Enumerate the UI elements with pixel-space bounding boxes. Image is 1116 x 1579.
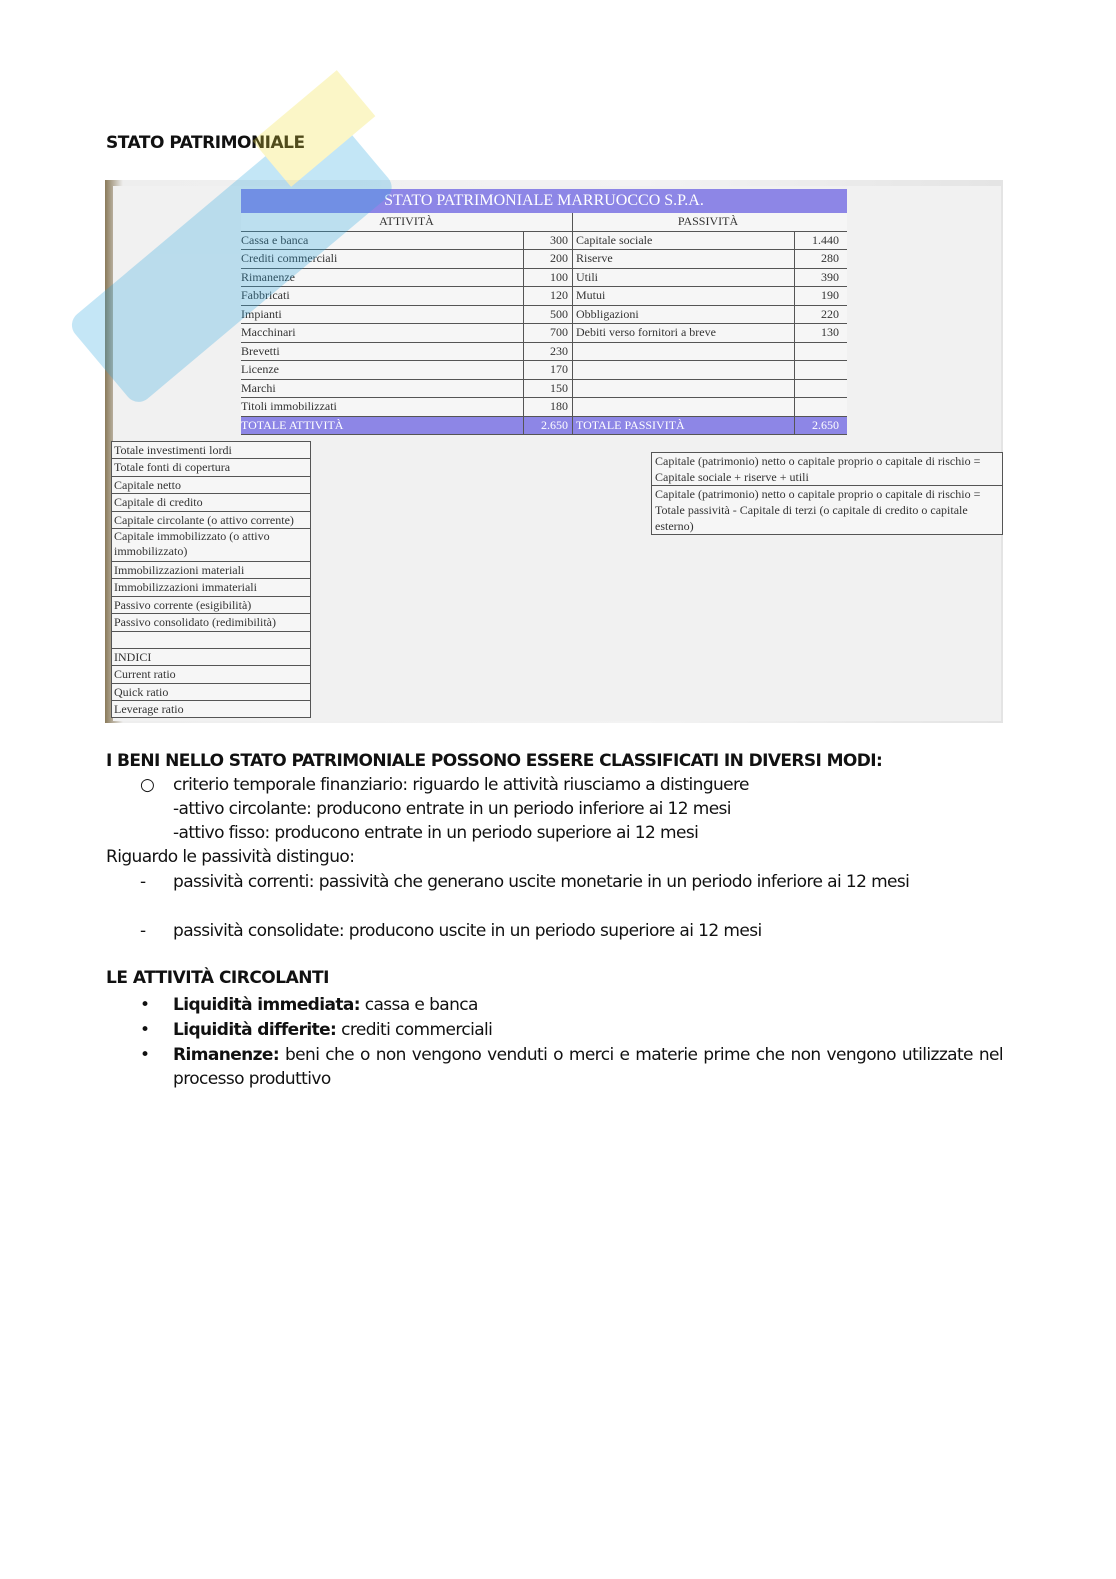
balance-sheet-table xyxy=(241,189,847,435)
total-attivita-value: 2.650 xyxy=(524,417,573,435)
bullet-liquidita-immediata xyxy=(173,993,478,1017)
liability-name xyxy=(573,361,795,379)
dash-icon: - xyxy=(140,872,146,892)
bullet-label: Liquidità immediata: xyxy=(173,995,360,1015)
liability-value: 190 xyxy=(821,288,839,302)
liability-name xyxy=(573,398,795,416)
liability-name: Utili xyxy=(573,269,795,287)
formula-row: Capitale (patrimonio) netto o capitale proprio o capitale di rischio = Capitale sociale + riserve + utili xyxy=(651,453,1003,486)
table-row xyxy=(241,250,847,269)
liability-value: 130 xyxy=(821,325,839,339)
table-row xyxy=(241,232,847,251)
bullet-circle-icon: ○ xyxy=(140,775,155,795)
asset-name: Impianti xyxy=(241,306,524,324)
indicator-row: Passivo consolidato (redimibilità) xyxy=(111,614,311,631)
asset-name: Marchi xyxy=(241,380,524,398)
liability-name: Debiti verso fornitori a breve xyxy=(573,324,795,342)
bullet-dot-icon: • xyxy=(140,1045,150,1065)
asset-value: 300 xyxy=(524,232,573,250)
total-attivita-label: TOTALE ATTIVITÀ xyxy=(241,417,524,435)
liability-value xyxy=(795,343,843,361)
bullet-text: cassa e banca xyxy=(359,995,478,1015)
equity-formula-box xyxy=(651,452,1003,535)
passivita-correnti-text: passività correnti: passività che generano uscite monetarie in un periodo inferiore ai 12 mesi xyxy=(173,872,910,892)
table-row xyxy=(241,361,847,380)
indicator-row: Capitale netto xyxy=(111,477,311,494)
criterio-text: criterio temporale finanziario: riguardo le attività riusciamo a distinguere xyxy=(173,775,749,795)
attivo-circolante-text: -attivo circolante: producono entrate in un periodo inferiore ai 12 mesi xyxy=(173,799,731,819)
intro-text: I BENI NELLO STATO PATRIMONIALE POSSONO ESSERE CLASSIFICATI IN DIVERSI MODI: xyxy=(106,751,883,771)
bullet-liquidita-differite xyxy=(173,1018,492,1042)
indicator-row: Immobilizzazioni immateriali xyxy=(111,579,311,596)
indicators-list xyxy=(111,441,311,718)
formula-row: Capitale (patrimonio) netto o capitale proprio o capitale di rischio = Totale passività - Capitale di terzi (o capitale di credito o capitale esterno) xyxy=(651,486,1003,535)
liability-value: 390 xyxy=(821,269,839,284)
liability-value xyxy=(795,398,843,416)
indicator-row: Totale investimenti lordi xyxy=(111,442,311,459)
asset-value: 500 xyxy=(524,306,573,324)
totals-row xyxy=(241,417,847,436)
section-heading-2: LE ATTIVITÀ CIRCOLANTI xyxy=(106,968,329,988)
table-row xyxy=(241,306,847,325)
liability-value: 280 xyxy=(821,251,839,265)
attivo-fisso-text: -attivo fisso: producono entrate in un periodo superiore ai 12 mesi xyxy=(173,823,699,843)
liability-value xyxy=(795,380,843,398)
indicator-row: Current ratio xyxy=(111,666,311,683)
indicator-row: Capitale di credito xyxy=(111,494,311,511)
indicator-row: Leverage ratio xyxy=(111,701,311,718)
indicator-row: Immobilizzazioni materiali xyxy=(111,562,311,579)
asset-value: 180 xyxy=(524,398,573,416)
bullet-rimanenze xyxy=(173,1043,1003,1091)
asset-name: Crediti commerciali xyxy=(241,250,524,268)
table-row xyxy=(241,287,847,306)
asset-value: 170 xyxy=(524,361,573,379)
liability-name: Obbligazioni xyxy=(573,306,795,324)
asset-name: Brevetti xyxy=(241,343,524,361)
header-passivita: PASSIVITÀ xyxy=(677,214,739,228)
indicator-row: Capitale circolante (o attivo corrente) xyxy=(111,512,311,529)
liability-value: 1.440 xyxy=(812,232,839,247)
bullet-text: crediti commerciali xyxy=(336,1020,493,1040)
indicator-row: Totale fonti di copertura xyxy=(111,459,311,476)
bullet-text: beni che o non vengono venduti o merci e materie prime che non vengono utilizzate nel processo produttivo xyxy=(173,1045,1003,1089)
indicator-row xyxy=(111,632,311,649)
asset-name: Licenze xyxy=(241,361,524,379)
liability-name xyxy=(573,343,795,361)
projection-board xyxy=(113,186,1001,721)
liability-name: Mutui xyxy=(573,287,795,305)
dash-icon: - xyxy=(140,921,146,941)
asset-name: Cassa e banca xyxy=(241,232,524,250)
indicator-row: INDICI xyxy=(111,649,311,666)
asset-value: 700 xyxy=(524,324,573,342)
asset-name: Macchinari xyxy=(241,324,524,342)
bullet-dot-icon: • xyxy=(140,1020,150,1040)
section-heading: STATO PATRIMONIALE xyxy=(106,133,305,153)
total-passivita-value: 2.650 xyxy=(812,417,839,432)
asset-value: 120 xyxy=(524,287,573,305)
asset-name: Rimanenze xyxy=(241,269,524,287)
asset-name: Fabbricati xyxy=(241,287,524,305)
asset-value: 150 xyxy=(524,380,573,398)
asset-name: Titoli immobilizzati xyxy=(241,398,524,416)
table-row xyxy=(241,324,847,343)
bullet-label: Rimanenze: xyxy=(173,1045,280,1065)
table-row xyxy=(241,269,847,288)
liability-value xyxy=(795,361,843,379)
total-passivita-label: TOTALE PASSIVITÀ xyxy=(573,417,795,435)
passivita-consolidate-text: passività consolidate: producono uscite in un periodo superiore ai 12 mesi xyxy=(173,921,762,941)
table-row xyxy=(241,380,847,399)
balance-sheet-photo xyxy=(105,180,1003,723)
indicator-row: Passivo corrente (esigibilità) xyxy=(111,597,311,614)
liability-name: Capitale sociale xyxy=(573,232,795,250)
liability-value: 220 xyxy=(821,306,839,321)
passivita-intro: Riguardo le passività distinguo: xyxy=(106,847,355,867)
indicator-row: Quick ratio xyxy=(111,684,311,701)
table-title: STATO PATRIMONIALE MARRUOCCO S.P.A. xyxy=(241,189,847,213)
bullet-label: Liquidità differite: xyxy=(173,1020,337,1040)
asset-value: 200 xyxy=(524,250,573,268)
table-row xyxy=(241,398,847,417)
table-row xyxy=(241,343,847,362)
bullet-dot-icon: • xyxy=(140,995,150,1015)
header-attivita: ATTIVITÀ xyxy=(241,213,573,231)
asset-value: 230 xyxy=(524,343,573,361)
indicator-row: Capitale immobilizzato (o attivo immobilizzato) xyxy=(111,529,311,562)
asset-value: 100 xyxy=(524,269,573,287)
liability-name: Riserve xyxy=(573,250,795,268)
liability-name xyxy=(573,380,795,398)
table-header xyxy=(241,213,847,232)
